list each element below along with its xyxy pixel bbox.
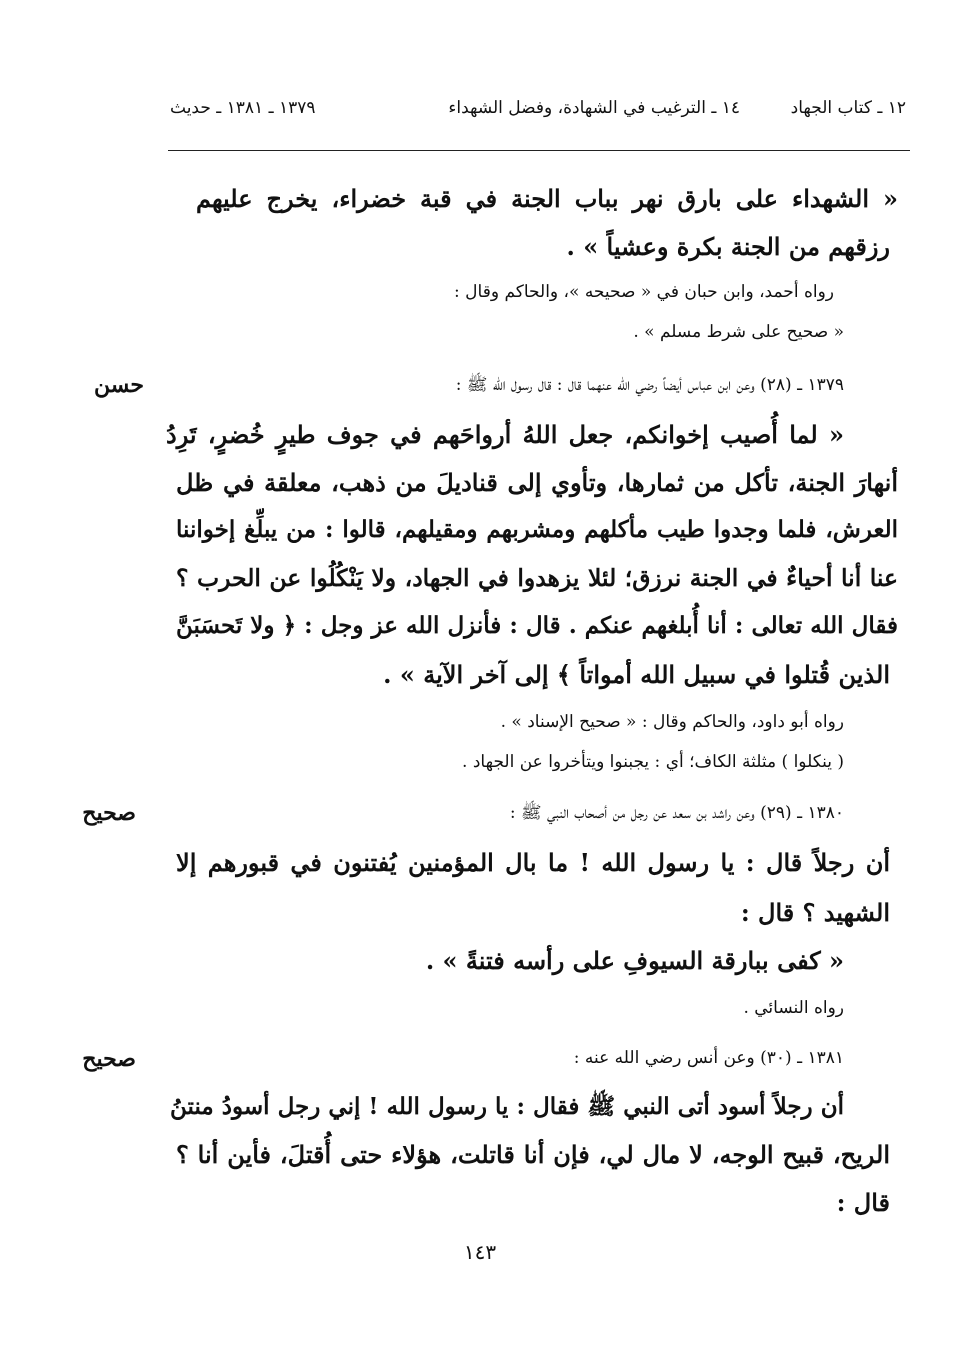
- hadith-1380-heading: ١٣٨٠ ـ (٢٩) وعن راشد بن سعد عن رجل من أصحاب النبي ﷺ :: [509, 803, 844, 823]
- header-rule: [168, 150, 910, 151]
- intro-line-1: « الشهداء على بارق نهر بباب الجنة في قبة خضراء، يخرج عليهم: [196, 184, 898, 213]
- header-chapter-title: ١٤ ـ الترغيب في الشهادة، وفضل الشهداء: [448, 98, 740, 118]
- hadith-1381-line-1: أن رجلاً أسود أتى النبي ﷺ فقال : يا رسول الله ! إني رجل أسودُ منتنُ: [170, 1093, 844, 1120]
- hadith-1381-grade: صحيح: [82, 1046, 136, 1072]
- hadith-1380-grade: صحيح: [82, 800, 136, 826]
- hadith-1379-note: ( ينكلوا ) مثلثة الكاف؛ أي : يجبنوا ويتأخروا عن الجهاد .: [462, 752, 844, 772]
- hadith-1379-line-4: عنا أنا أحياءٌ في الجنة نرزق؛ لئلا يزهدوا في الجهاد، ولا يَنْكُلُوا عن الحرب ؟: [176, 564, 898, 592]
- hadith-1381-line-2: الريح، قبيح الوجه، لا مال لي، فإن أنا قاتلت، هؤلاء حتى أُقتلَ، فأين أنا ؟: [176, 1140, 890, 1169]
- intro-source-line-2: « صحيح على شرط مسلم » .: [633, 322, 844, 342]
- hadith-1379-line-6: الذين قُتلوا في سبيل الله أمواتاً ﴾ إلى آخر الآية » .: [383, 660, 890, 689]
- running-header: [170, 98, 906, 132]
- hadith-1379-heading: ١٣٧٩ ـ (٢٨) وعن ابن عباس أيضاً رضي الله عنهما قال : قال رسول الله ﷺ :: [455, 375, 844, 395]
- page-number: ١٤٣: [463, 1240, 497, 1264]
- hadith-1379-line-2: أنهارَ الجنة، تأكل من ثمارها، وتأوي إلى قناديلَ من ذهب، معلقة في ظل: [176, 468, 898, 497]
- hadith-1381-heading: ١٣٨١ ـ (٣٠) وعن أنس رضي الله عنه :: [573, 1048, 844, 1068]
- hadith-1379-line-5: فقال الله تعالى : أنا أُبلغهم عنكم . قال : فأنزل الله عز وجل : ﴿ ولا تَحسَبَنَّ: [176, 612, 898, 639]
- intro-source-line-1: رواه أحمد، وابن حبان في « صحيحه »، والحاكم وقال :: [454, 282, 834, 302]
- hadith-1379-line-1: « لما أُصيب إخوانكم، جعل اللهُ أرواحَهم في جوف طيرٍ خُضرٍ، تَرِدُ: [166, 420, 844, 449]
- header-book-title: ١٢ ـ كتاب الجهاد: [790, 98, 906, 118]
- hadith-1379-grade: حسن: [94, 372, 144, 398]
- header-hadith-range: ١٣٧٩ ـ ١٣٨١ ـ حديث: [170, 98, 316, 118]
- intro-line-2: رزقهم من الجنة بكرة وعشياً » .: [566, 232, 890, 261]
- hadith-1379-source: رواه أبو داود، والحاكم وقال : « صحيح الإسناد » .: [500, 712, 844, 732]
- hadith-1380-quote: « كفى ببارقة السيوفِ على رأسه فتنةً » .: [425, 946, 844, 975]
- hadith-1381-line-3: قال :: [836, 1188, 890, 1217]
- hadith-1379-line-3: العرش، فلما وجدوا طيب مأكلهم ومشربهم ومقيلهم، قالوا : من يبلِّغ إخواننا: [176, 516, 898, 543]
- hadith-1380-line-1: أن رجلاً قال : يا رسول الله ! ما بال المؤمنين يُفتنون في قبورهم إلا: [176, 848, 890, 877]
- hadith-1380-source: رواه النسائي .: [743, 998, 844, 1018]
- hadith-1380-line-2: الشهيد ؟ قال :: [740, 898, 890, 927]
